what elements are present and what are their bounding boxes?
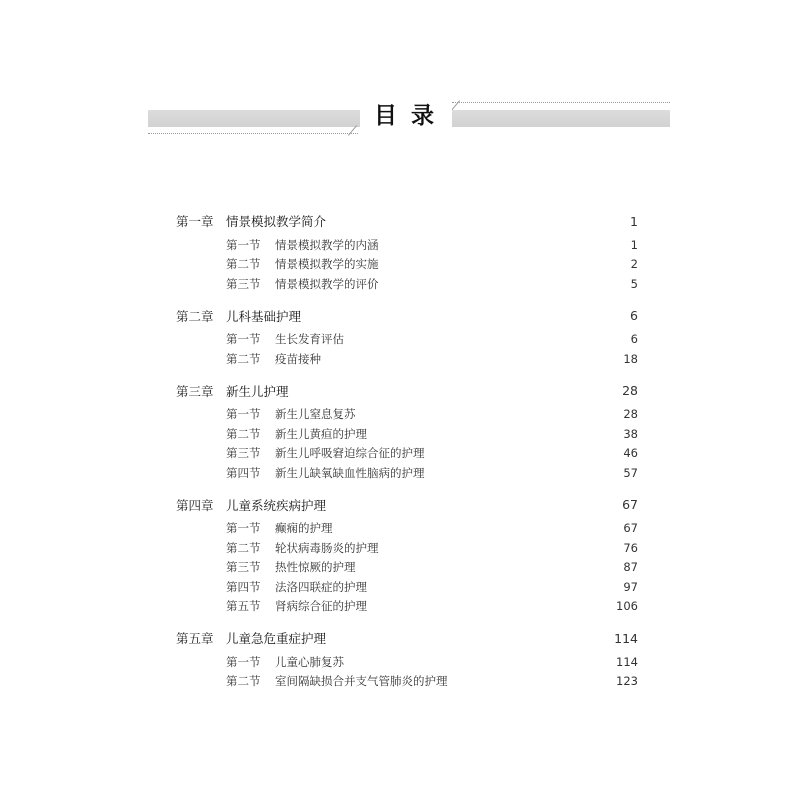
section-label	[226, 351, 321, 367]
toc-section-row[interactable]	[176, 349, 638, 369]
section-label	[226, 331, 344, 347]
chapter-page-number: 1	[630, 213, 638, 229]
section-title: 法洛四联症的护理	[275, 579, 367, 594]
section-label	[226, 256, 379, 272]
toc-section-row[interactable]	[176, 255, 638, 275]
chapter-title: 儿童急危重症护理	[226, 631, 327, 646]
chapter-label	[176, 496, 326, 514]
section-label	[226, 465, 425, 481]
section-number: 第二节	[226, 426, 261, 441]
section-label	[226, 673, 448, 689]
section-title: 癫痫的护理	[275, 521, 333, 536]
chapter-number: 第四章	[176, 497, 214, 513]
section-label	[226, 559, 356, 575]
section-label	[226, 406, 356, 422]
chapter-title: 儿童系统疾病护理	[226, 497, 327, 513]
chapter-number: 第五章	[176, 631, 214, 646]
chapter-label	[176, 212, 326, 230]
section-page-number: 1	[630, 237, 638, 252]
toc-chapter-row[interactable]	[176, 380, 638, 402]
section-title: 热性惊厥的护理	[275, 560, 356, 575]
chapter-title: 情景模拟教学简介	[226, 214, 327, 229]
toc-section-row[interactable]	[176, 538, 638, 558]
section-page-number: 2	[630, 257, 638, 272]
section-title: 情景模拟教学的内涵	[275, 237, 379, 252]
section-label	[226, 540, 379, 556]
section-number: 第四节	[226, 465, 261, 480]
section-number: 第一节	[226, 332, 261, 347]
toc-section-row[interactable]	[176, 577, 638, 597]
header-dots-bottom	[148, 133, 358, 134]
page-title: 目录	[374, 102, 448, 129]
section-title: 疫苗接种	[275, 351, 321, 366]
section-title: 新生儿黄疸的护理	[275, 426, 367, 441]
chapter-number: 第一章	[176, 214, 214, 229]
section-label	[226, 654, 344, 670]
chapter-number: 第二章	[176, 308, 214, 324]
section-label	[226, 598, 367, 614]
section-label	[226, 237, 379, 253]
section-number: 第三节	[226, 276, 261, 291]
section-label	[226, 276, 379, 292]
toc-chapter-row[interactable]	[176, 494, 638, 516]
section-title: 新生儿缺氧缺血性脑病的护理	[275, 465, 425, 480]
toc-section-row[interactable]	[176, 235, 638, 255]
section-title: 轮状病毒肠炎的护理	[275, 540, 379, 555]
toc-chapter	[176, 305, 638, 369]
section-number: 第二节	[226, 257, 261, 272]
header-dots-top	[452, 102, 670, 103]
chapter-page-number: 6	[630, 308, 638, 323]
chapter-label	[176, 629, 326, 647]
section-page-number: 87	[623, 560, 638, 575]
toc-chapter-row[interactable]	[176, 210, 638, 232]
section-number: 第四节	[226, 579, 261, 594]
section-number: 第五节	[226, 599, 261, 614]
table-of-contents	[176, 210, 638, 702]
toc-chapter-row[interactable]	[176, 305, 638, 327]
section-number: 第一节	[226, 407, 261, 422]
toc-chapter	[176, 494, 638, 617]
section-number: 第一节	[226, 521, 261, 536]
toc-chapter	[176, 210, 638, 294]
toc-section-row[interactable]	[176, 424, 638, 444]
toc-section-row[interactable]	[176, 652, 638, 672]
section-label	[226, 445, 425, 461]
section-title: 新生儿窒息复苏	[275, 407, 356, 422]
section-page-number: 6	[630, 332, 638, 347]
section-label	[226, 426, 367, 442]
chapter-label	[176, 382, 289, 400]
section-label	[226, 520, 333, 536]
section-page-number: 18	[623, 351, 638, 366]
toc-section-row[interactable]	[176, 672, 638, 692]
section-page-number: 67	[623, 521, 638, 536]
section-title: 情景模拟教学的实施	[275, 257, 379, 272]
section-page-number: 76	[623, 540, 638, 555]
toc-chapter-row[interactable]	[176, 627, 638, 649]
toc-section-row[interactable]	[176, 274, 638, 294]
section-number: 第二节	[226, 540, 261, 555]
section-label	[226, 579, 367, 595]
section-number: 第三节	[226, 560, 261, 575]
chapter-page-number: 67	[622, 497, 638, 512]
section-number: 第一节	[226, 654, 261, 669]
section-page-number: 114	[616, 654, 638, 669]
section-page-number: 106	[616, 599, 638, 614]
section-title: 肾病综合征的护理	[275, 599, 367, 614]
section-page-number: 57	[623, 465, 638, 480]
section-title: 情景模拟教学的评价	[275, 276, 379, 291]
section-title: 儿童心肺复苏	[275, 654, 344, 669]
chapter-title: 儿科基础护理	[226, 308, 302, 324]
section-title: 新生儿呼吸窘迫综合征的护理	[275, 446, 425, 461]
section-number: 第一节	[226, 237, 261, 252]
toc-chapter	[176, 380, 638, 483]
toc-section-row[interactable]	[176, 444, 638, 464]
toc-section-row[interactable]	[176, 463, 638, 483]
toc-section-row[interactable]	[176, 405, 638, 425]
chapter-title: 新生儿护理	[226, 383, 289, 399]
toc-section-row[interactable]	[176, 330, 638, 350]
section-page-number: 5	[630, 276, 638, 291]
section-page-number: 28	[623, 407, 638, 422]
chapter-label	[176, 307, 301, 325]
section-number: 第二节	[226, 351, 261, 366]
chapter-number: 第三章	[176, 383, 214, 399]
toc-chapter	[176, 627, 638, 691]
toc-section-row[interactable]	[176, 597, 638, 617]
section-page-number: 46	[623, 446, 638, 461]
section-title: 生长发育评估	[275, 332, 344, 347]
chapter-page-number: 114	[614, 630, 638, 646]
section-page-number: 38	[623, 426, 638, 441]
section-page-number: 123	[616, 674, 638, 689]
chapter-page-number: 28	[622, 383, 638, 398]
section-title: 室间隔缺损合并支气管肺炎的护理	[275, 674, 448, 689]
toc-section-row[interactable]	[176, 558, 638, 578]
section-number: 第三节	[226, 446, 261, 461]
section-page-number: 97	[623, 579, 638, 594]
toc-section-row[interactable]	[176, 519, 638, 539]
section-number: 第二节	[226, 674, 261, 689]
